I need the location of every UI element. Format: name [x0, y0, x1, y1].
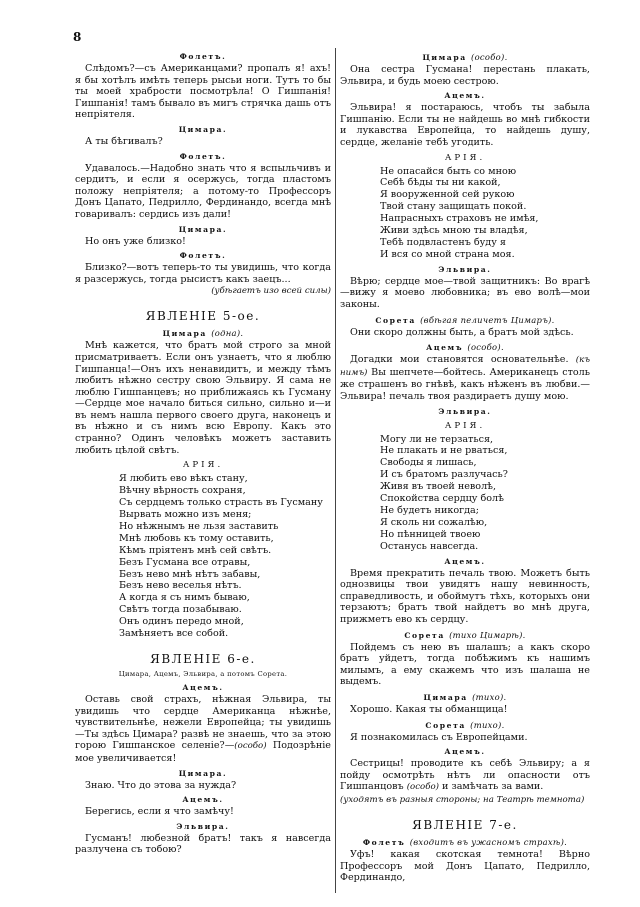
- left-column: [75, 48, 331, 856]
- verse-line: И съ братомъ разлучась?: [380, 469, 508, 481]
- speech-body: Я познакомилась съ Европейцами.: [350, 731, 528, 743]
- verse-line: Вѣчну вѣрность сохраня,: [119, 485, 246, 497]
- stage-note: (вбѣгая пеличетъ Цимаръ).: [420, 314, 555, 325]
- speech-text: [75, 236, 331, 248]
- speaker-name: [75, 822, 331, 832]
- speaker-name: [75, 795, 331, 805]
- speech-body: Близко?—вотъ теперь-то ты увидишь, что когда я разсержусь, тогда рысистъ какъ заецъ...: [75, 262, 331, 285]
- speaker-label: Ацемъ: [426, 343, 464, 353]
- speaker-label: Фолетъ.: [179, 52, 227, 61]
- aria-heading: АРІЯ.: [444, 152, 486, 163]
- verse-line: Но нѣжнымъ не льзя заставить: [119, 520, 279, 532]
- speaker-name: [340, 407, 590, 417]
- verse-line: Но пѣнницей твоею: [380, 528, 481, 540]
- verse-line: Себѣ бѣды ты ни какой,: [380, 177, 501, 189]
- speech-body: Она сестра Гусмана! перестань плакать, Эльвира, и будь моею сестрою.: [340, 64, 590, 87]
- speaker-name: [75, 225, 331, 235]
- speech-body: Но онъ уже близко!: [85, 235, 186, 247]
- speech-body: Оставь свой страхъ, нѣжная Эльвира, ты увидишь что сердце Американца нѣжнѣе, чувствительнѣе, нежели Европейца; ты увидишь—Ты здѣсь Цимара? развѣ не знаешь, что за этою горою Гишпанское селеніе?—: [75, 693, 331, 752]
- speech-text: [75, 262, 331, 285]
- speaker-label: Цимара.: [178, 124, 228, 134]
- verse-line: Останусь навсегда.: [380, 540, 479, 552]
- verse-line: Не будетъ никогда;: [380, 505, 480, 516]
- verse-line: Я сколь ни сожалѣю,: [380, 516, 488, 528]
- verse-line: Мнѣ любовь къ тому оставить,: [119, 532, 274, 544]
- verse-line: И вся со мной страна моя.: [380, 248, 515, 260]
- stage-note: (особо).: [471, 52, 508, 62]
- speaker-label: Эльвира.: [438, 406, 492, 416]
- scene-heading: ЯВЛЕНІЕ 7-е.: [412, 817, 518, 832]
- stage-note: (особо).: [467, 342, 504, 353]
- speaker-label: Ацемъ.: [182, 682, 224, 692]
- stage-note: (тихо Цимарѣ).: [449, 629, 526, 640]
- speaker-name: [340, 91, 590, 101]
- verse-line: Безъ Гусмана все отравы,: [119, 556, 251, 568]
- stage-note: (тихо).: [470, 719, 505, 730]
- speech-continuation: Подозрѣніе мое увеличивается!: [75, 740, 331, 764]
- speech-body: Мнѣ кажется, что братъ мой строго за мной присматриваетъ. Если онъ узнаетъ, что я люблю Гишпанца!—Онъ ихъ ненавидитъ, и между тѣмъ любитъ нѣжно сестру свою Эльвиру. Я сама не люблю Гишпанцевъ; но приближаясь къ Гусману—Сердце мое начало биться сильно, сильно и—и въ немъ нашла первого своего друга, наконецъ и въ нѣжно и съ нимъ всю Европу. Какъ это странно? Одинъ человѣкъ можетъ заставить любить цѣлой свѣтъ.: [75, 340, 331, 456]
- verse-line: Съ сердцемъ только страсть въ Гусману: [119, 497, 323, 509]
- speaker-name: [340, 315, 590, 326]
- speaker-name: [75, 52, 331, 62]
- speaker-name: [340, 720, 590, 731]
- speech-text: [75, 806, 331, 818]
- speech-text: [340, 102, 590, 148]
- speaker-label: Сорета: [425, 720, 466, 730]
- verse-line: Спокойства сердцу болѣ: [380, 493, 504, 505]
- verse-line: Безъ нево веселья нѣтъ.: [119, 580, 242, 592]
- verse-line: Не плакать и не рваться,: [380, 445, 508, 457]
- speech-text: [340, 568, 590, 626]
- speech-text: [75, 63, 331, 121]
- speaker-label: Ацемъ.: [444, 91, 486, 101]
- verse-line: Свободы я лишась,: [380, 457, 477, 469]
- speech-text: [75, 780, 331, 792]
- speech-text: [75, 340, 331, 456]
- stage-direction: (убѣгаетъ изо всей силы): [211, 286, 331, 297]
- speech-text: [340, 758, 590, 794]
- scene-heading: ЯВЛЕНІЕ 5-ое.: [145, 309, 261, 324]
- verse-block: [340, 166, 590, 261]
- aria-heading: АРІЯ.: [182, 460, 224, 471]
- speaker-name: [340, 265, 590, 275]
- speaker-label: Ацемъ.: [444, 747, 486, 757]
- speech-body: Время прекратить печаль твою. Можетъ быть однозвицы твои увидятъ нашу невинность, справедливость, и обоймутъ тѣхъ, которыхъ они терзаютъ; братъ твой найдетъ во мнѣ друга, прижметъ ево къ сердцу.: [340, 567, 590, 625]
- speaker-label: Цимара.: [178, 768, 228, 778]
- speaker-label: Цимара: [422, 53, 467, 62]
- speaker-name: [75, 769, 331, 779]
- scene-heading: ЯВЛЕНІЕ 6-е.: [150, 651, 256, 666]
- speech-body: Догадки мои становятся основательнѣе.: [350, 354, 576, 366]
- speaker-name: [75, 328, 331, 339]
- verse-line: Вырвать можно изъ меня;: [119, 508, 252, 520]
- speaker-name: [340, 52, 590, 63]
- speaker-name: [75, 125, 331, 135]
- speaker-label: Сорета: [404, 630, 445, 640]
- speaker-label: Ацемъ.: [444, 556, 486, 566]
- verse-line: А когда я съ нимъ бываю,: [119, 592, 250, 604]
- speech-continuation: и замѣчать за вами.: [438, 781, 544, 793]
- speech-continuation: Вы шепчете—бойтесь. Американецъ столь же страшенъ во гнѣвѣ, какъ нѣженъ въ любви.—Эльвира! печаль твоя раздираетъ душу мою.: [340, 366, 590, 402]
- speech-body: Слѣдомъ?—съ Американцами? пропалъ я! ахъ! я бы хотѣлъ имѣть теперь рысьи ноги. Тутъ то бы ты моей храбрости посмотрѣла! О Гишпанія! Гишпанія! тамъ бывало въ мигъ стрячка дашь отъ непріятеля.: [75, 63, 331, 121]
- speaker-name: [75, 152, 331, 162]
- verse-line: Я любить ево вѣкъ стану,: [119, 473, 248, 485]
- verse-line: Живи здѣсь мною ты владѣя,: [380, 225, 528, 237]
- verse-line: Твой стану защищать покой.: [380, 201, 527, 213]
- speech-body: Эльвира! я постараюсь, чтобъ ты забыла Гишпанію. Если ты не найдешь во мнѣ гибкости и лукавства Европейца, то найдешь душу, сердце, желаніе тебѣ угодить.: [340, 102, 590, 148]
- speaker-name: [340, 342, 590, 353]
- page-number: 8: [73, 30, 82, 44]
- verse-line: Замѣняетъ все собой.: [119, 628, 229, 640]
- aria-heading: АРІЯ.: [444, 420, 486, 431]
- speaker-name: [340, 692, 590, 703]
- speaker-label: Эльвира.: [438, 264, 492, 274]
- speaker-name: [75, 251, 331, 261]
- speech-text: [340, 64, 590, 87]
- speaker-label: Фолетъ: [362, 837, 406, 847]
- stage-note: (входитъ въ ужасномъ страхѣ).: [409, 836, 568, 847]
- speech-text: [340, 849, 590, 884]
- verse-line: Безъ нево мнѣ нѣтъ забавы,: [119, 568, 261, 580]
- speech-text: [75, 136, 331, 148]
- speech-body: Хорошо. Какая ты обманщица!: [350, 703, 508, 715]
- aside-note: (особо): [234, 741, 267, 752]
- speech-text: [340, 642, 590, 688]
- speaker-label: Цимара.: [178, 224, 228, 234]
- stage-note: (тихо).: [472, 691, 507, 702]
- speech-text: [340, 354, 590, 402]
- speaker-name: [340, 557, 590, 567]
- speech-text: [340, 327, 590, 339]
- stage-direction: (уходятъ въ разныя стороны; на Театрѣ темнота): [340, 794, 585, 805]
- verse-line: Не опасайся быть со мною: [380, 165, 517, 177]
- verse-line: Живя въ твоей неволѣ,: [380, 481, 497, 493]
- speech-body: Вѣрю; сердце мое—твой защитникъ: Во врагѣ—вижу я моево любовника; въ ево волѣ—мои законы.: [340, 275, 590, 310]
- speech-text: [75, 163, 331, 221]
- speech-body: Знаю. Что до этова за нужда?: [85, 779, 237, 791]
- speaker-label: Фолетъ.: [179, 151, 227, 161]
- speech-body: Сестрицы! проводите къ себѣ Эльвиру; а я пойду осмотрѣть нѣтъ ли опасности отъ Гишпанцовъ: [340, 758, 590, 793]
- verse-line: Тебѣ подвластенъ буду я: [380, 237, 506, 248]
- speaker-label: Сорета: [375, 315, 416, 325]
- speech-body: Они скоро должны быть, а братъ мой здѣсь.: [350, 326, 574, 338]
- speaker-label: Ацемъ.: [182, 795, 224, 805]
- verse-line: Кѣмъ прiятенъ мнѣ сей свѣтъ.: [119, 544, 272, 556]
- speaker-name: [340, 837, 590, 848]
- speech-body: Пойдемъ съ нею въ шалашъ; а какъ скоро братъ уйдетъ, тогда побѣжимъ къ нашимъ милымъ, а ему скажемъ что изъ шалаша не выдемъ.: [340, 641, 590, 688]
- speech-body: Уфъ! какая скотская темнота! Вѣрно Профессоръ мой Донъ Цапато, Педрилло, Фердинандо,: [340, 848, 590, 884]
- speech-text: [75, 833, 331, 856]
- speaker-label: Цимара: [162, 329, 207, 339]
- speech-text: [340, 732, 590, 744]
- speech-text: [340, 276, 590, 311]
- speech-text: [75, 694, 331, 765]
- speech-body: Удавалось.—Надобно знать что я вспыльчивъ и сердитъ, и если я осержусь, тогда пластомъ положу непріятеля; а потому-то Профессоръ Донъ Цапато, Педрилло, Фердинандо, всегда мнѣ говаривалъ: сердись изъ дали!: [75, 162, 331, 220]
- speech-body: Берегись, если я что замѣчу!: [85, 806, 234, 818]
- speech-text: [340, 704, 590, 716]
- speaker-name: [75, 683, 331, 693]
- stage-note: (одна).: [211, 328, 244, 339]
- speech-body: А ты бѣгивалъ?: [85, 135, 163, 147]
- aside-note: (къ нимъ): [340, 355, 590, 378]
- speaker-label: Цимара: [423, 692, 468, 702]
- speaker-label: Фолетъ.: [179, 251, 227, 261]
- aside-note: (особо): [406, 782, 439, 793]
- speaker-name: [340, 630, 590, 641]
- verse-line: Онъ одинъ передо мной,: [119, 616, 244, 628]
- column-divider: [335, 48, 336, 893]
- verse-line: Я вооруженной сей рукою: [380, 189, 515, 201]
- speaker-label: Эльвира.: [176, 821, 230, 831]
- verse-line: Свѣтъ тогда позабываю.: [119, 604, 242, 616]
- cast-list: Цимара, Ацемъ, Эльвира, а потомъ Сорета.: [118, 669, 288, 678]
- verse-block: [340, 434, 590, 553]
- speaker-name: [340, 747, 590, 757]
- verse-block: [75, 473, 331, 640]
- right-column: [340, 48, 590, 884]
- verse-line: Могу ли не терзаться,: [380, 433, 494, 445]
- verse-line: Напрасныхъ страховъ не имѣя,: [380, 213, 539, 225]
- speech-body: Гусманъ! любезной братъ! такъ я навсегда разлучена съ тобою?: [75, 832, 331, 856]
